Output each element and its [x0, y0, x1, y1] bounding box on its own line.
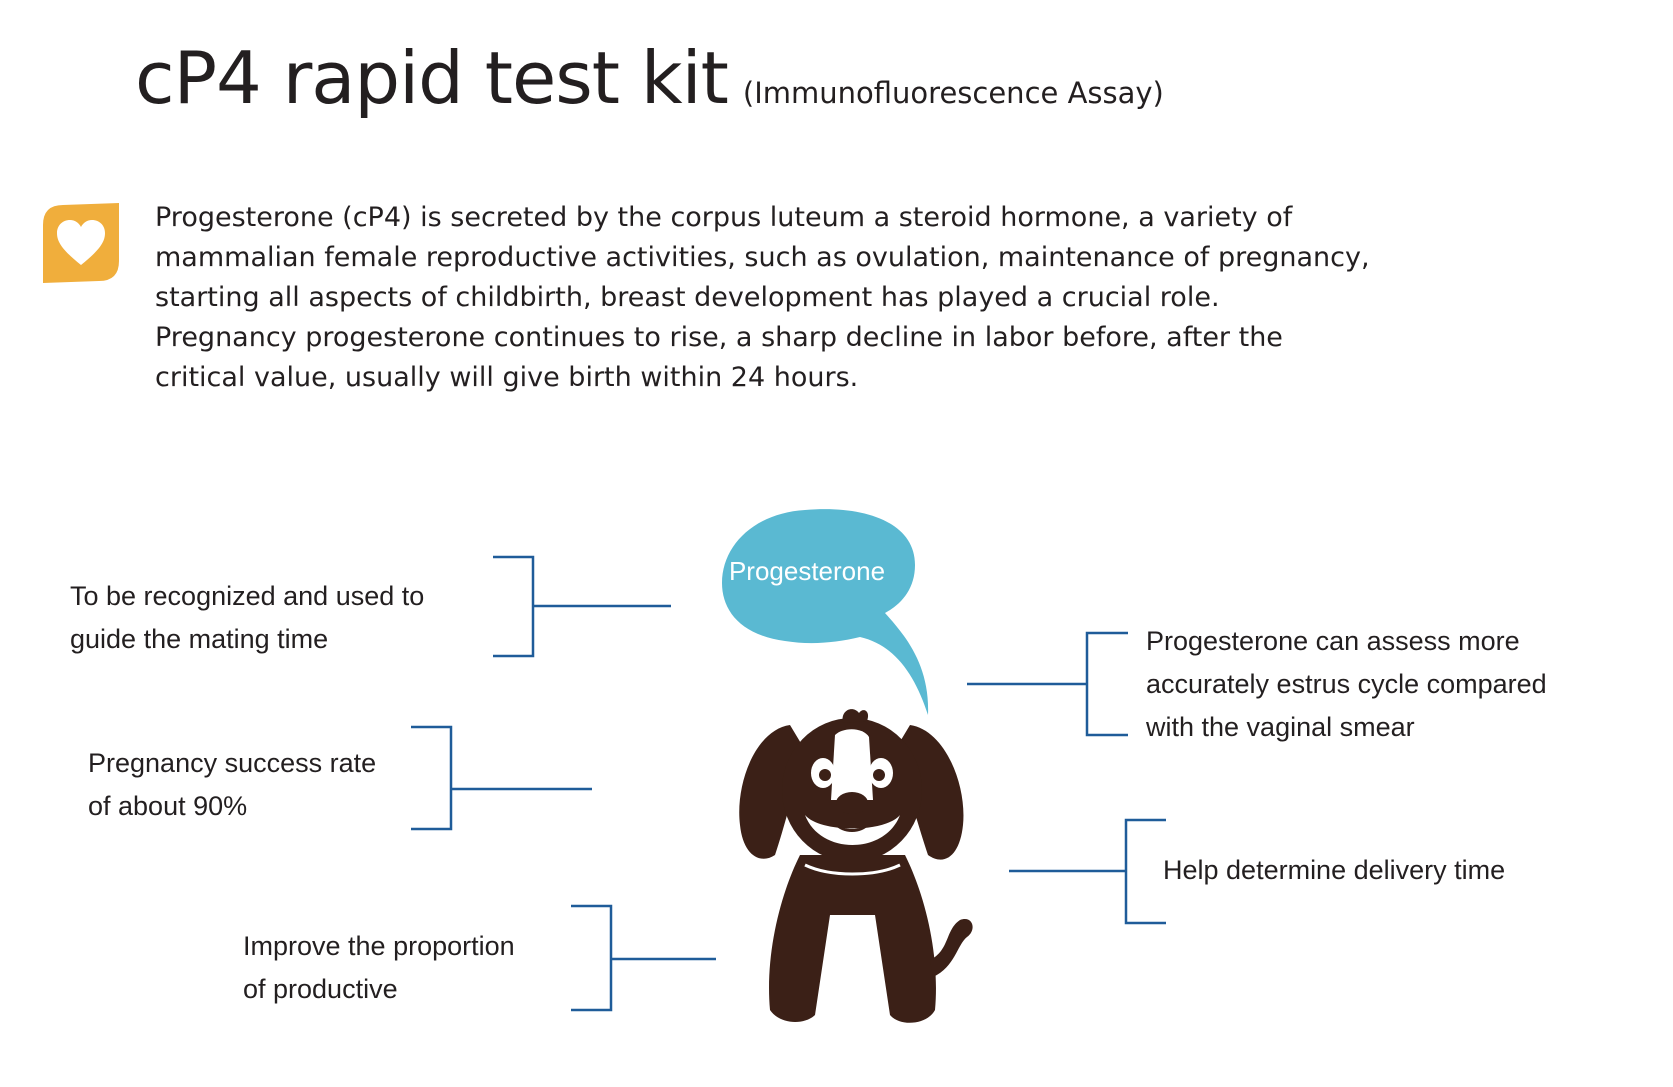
- benefit-line: of productive: [243, 974, 398, 1004]
- dog-icon: [735, 705, 975, 1035]
- benefit-success-rate: [88, 742, 376, 828]
- benefit-line: accurately estrus cycle compared: [1146, 669, 1547, 699]
- speech-bubble: [710, 505, 940, 725]
- title-subtitle: (Immunofluorescence Assay): [742, 76, 1164, 110]
- benefit-proportion: [243, 925, 515, 1011]
- benefit-line: of about 90%: [88, 791, 248, 821]
- benefit-line: Progesterone can assess more: [1146, 626, 1520, 656]
- intro-line: starting all aspects of childbirth, breast development has played a crucial role.: [155, 282, 1220, 313]
- intro-line: critical value, usually will give birth within 24 hours.: [155, 362, 859, 393]
- bracket-success-rate: [411, 727, 451, 829]
- benefit-delivery-time: [1163, 849, 1505, 892]
- bracket-proportion: [571, 906, 611, 1010]
- benefit-line: To be recognized and used to: [70, 581, 425, 611]
- benefit-line: with the vaginal smear: [1146, 712, 1415, 742]
- bubble-label: Progesterone: [728, 556, 886, 586]
- bracket-mating-time: [493, 557, 533, 656]
- bracket-estrus: [1087, 633, 1128, 735]
- title-main: cP4 rapid test kit: [135, 36, 728, 120]
- intro-line: mammalian female reproductive activities, such as ovulation, maintenance of pregnancy,: [155, 242, 1370, 273]
- intro-line: Pregnancy progesterone continues to rise, a sharp decline in labor before, after the: [155, 322, 1283, 353]
- intro-line: Progesterone (cP4) is secreted by the corpus luteum a steroid hormone, a variety of: [155, 202, 1293, 233]
- benefit-line: Pregnancy success rate: [88, 748, 377, 778]
- benefit-mating-time: [70, 575, 424, 661]
- benefit-line: Help determine delivery time: [1163, 855, 1506, 885]
- benefit-estrus-cycle: [1146, 620, 1547, 749]
- bracket-delivery: [1126, 820, 1166, 923]
- benefit-line: Improve the proportion: [243, 931, 515, 961]
- benefit-line: guide the mating time: [70, 624, 329, 654]
